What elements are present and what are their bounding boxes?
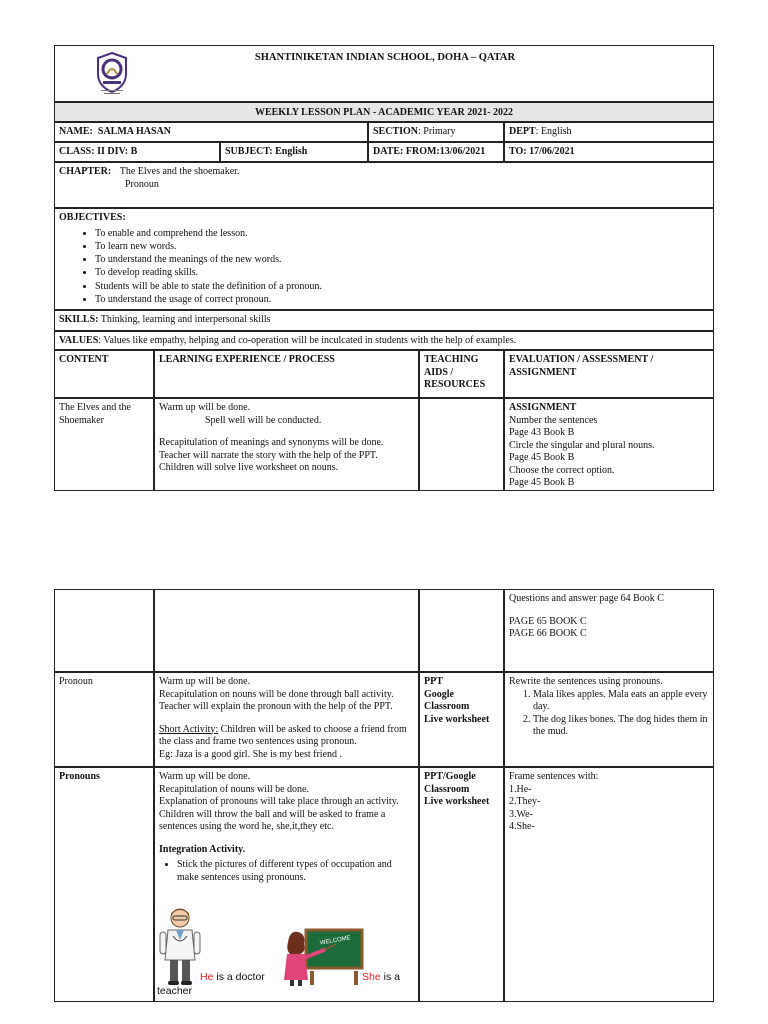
p2-row1-aids (419, 589, 504, 672)
p2-row1-evaluation (504, 589, 714, 672)
values-text: : Values like empathy, helping and co-operation will be inculcated in students with the help of examples. (98, 335, 517, 346)
row1-content: The Elves and the Shoemaker (54, 398, 154, 491)
row1-recap: Recapitulation of meanings and synonyms will be done. (159, 437, 384, 448)
date-cell: DATE: FROM:13/06/2021 (368, 142, 504, 162)
integration-item: • Stick the pictures of different types of occupation and make sentences using pronouns. (177, 858, 414, 885)
p2-row2-content: Pronoun (54, 672, 154, 767)
caption-isa: is a (380, 971, 400, 983)
short-activity-text: Children will be asked to choose a friend from the class and frame two sentences using pronoun. (159, 723, 407, 747)
p2-row2-line: Recapitulation on nouns will be done through ball activity. (159, 688, 394, 700)
objective-item: • To understand the meanings of the new words. (95, 253, 709, 266)
row1-eval-line: Page 43 Book B (509, 427, 575, 438)
row1-eval-line: Choose the correct option. (509, 464, 615, 476)
row1-evaluation (504, 398, 714, 491)
objective-item: • To learn new words. (95, 240, 709, 253)
dept-cell (504, 122, 714, 142)
school-logo (95, 52, 129, 96)
row1-eval-line: Circle the singular and plural nouns. (509, 439, 655, 451)
col-header-learning: LEARNING EXPERIENCE / PROCESS (154, 350, 419, 398)
p2-row2-line: Warm up will be done. (159, 676, 251, 687)
p2-short-activity (159, 724, 414, 749)
school-name: SHANTINIKETAN INDIAN SCHOOL, DOHA – QATAR (254, 52, 516, 63)
aid-item: PPT/Google Classroom (424, 771, 476, 795)
subject-cell: SUBJECT: English (220, 142, 368, 162)
eval-item: 4.She- (509, 821, 535, 832)
doctor-caption (200, 971, 290, 984)
aid-item: PPT (424, 676, 443, 687)
row1-aids (419, 398, 504, 491)
row1-assignment-label: ASSIGNMENT (509, 402, 577, 413)
class-cell: CLASS: II DIV: B (54, 142, 220, 162)
eval-list-item: 1. Mala likes apples. Mala eats an apple every day. (533, 689, 709, 714)
p2-row3-line: Warm up will be done. (159, 771, 251, 782)
section-label: SECTION (373, 126, 419, 137)
eval-item: 3.We- (509, 808, 533, 820)
p2-row3-eval-intro: Frame sentences with: (509, 771, 599, 782)
p2-example: Eg: Jaza is a good girl. She is my best friend . (159, 748, 343, 760)
col-header-aids: TEACHING AIDS / RESOURCES (419, 350, 504, 398)
objectives-cell (54, 208, 714, 310)
aid-item: Live worksheet (424, 796, 490, 807)
chapter-label: CHAPTER: (59, 166, 112, 177)
caption-she: She (362, 971, 381, 983)
col-header-evaluation: EVALUATION / ASSESSMENT / ASSIGNMENT (504, 350, 714, 398)
dept-label: DEPT (509, 126, 536, 137)
objectives-label: OBJECTIVES: (59, 212, 126, 223)
teacher-caption-word: teacher (157, 985, 193, 997)
objective-item: • To understand the usage of correct pronoun. (95, 293, 709, 306)
short-activity-label: Short Activity: (159, 723, 219, 735)
plan-title: WEEKLY LESSON PLAN - ACADEMIC YEAR 2021- 2022 (54, 102, 714, 122)
eval-item: 1.He- (509, 783, 532, 795)
p2-row2-evaluation (504, 672, 714, 767)
p2-row2-aids (419, 672, 504, 767)
chapter-line-1: The Elves and the shoemaker. (119, 166, 240, 177)
caption-doctor: is a doctor (213, 971, 265, 983)
p2-row1-content (54, 589, 154, 672)
skills-label: SKILLS: (59, 314, 99, 325)
row1-eval-line: Number the sentences (509, 414, 598, 426)
values-label: VALUES (59, 335, 99, 346)
teacher-caption (362, 971, 418, 984)
chapter-cell (54, 162, 714, 208)
name-cell (54, 122, 368, 142)
school-header (54, 45, 714, 102)
skills-text: Thinking, learning and interpersonal skills (100, 314, 271, 325)
doctor-illustration (158, 906, 202, 986)
integration-label: Integration Activity. (159, 843, 246, 855)
objective-item: • Students will be able to state the definition of a pronoun. (95, 280, 709, 293)
p2-eval-line: PAGE 66 BOOK C (509, 628, 587, 639)
p2-row3-line: Children will throw the ball and will be asked to frame a sentences using the word he, she,it,they etc. (159, 808, 386, 832)
col-header-content: CONTENT (54, 350, 154, 398)
eval-list-item: 2. The dog likes bones. The dog hides them in the mud. (533, 714, 709, 739)
row1-narrate: Teacher will narrate the story with the help of the PPT. (159, 449, 378, 461)
board-welcome-text: WELCOME (319, 935, 352, 947)
p2-row3-line: Explanation of pronouns will take place through an activity. (159, 796, 399, 807)
integration-list (159, 858, 414, 885)
row1-warmup: Warm up will be done. (159, 402, 251, 413)
row1-eval-line: Page 45 Book B (509, 452, 575, 463)
aid-item: Google Classroom (424, 688, 470, 712)
section-cell (368, 122, 504, 142)
objective-item: • To develop reading skills. (95, 266, 709, 279)
skills-cell (54, 310, 714, 331)
to-date-cell: TO: 17/06/2021 (504, 142, 714, 162)
p2-row3-line: Recapitulation of nouns will be done. (159, 783, 309, 795)
p2-row3-content: Pronouns (54, 767, 154, 1002)
row1-learning (154, 398, 419, 491)
section-value: : Primary (418, 126, 456, 137)
values-cell (54, 331, 714, 350)
objectives-list (59, 227, 709, 307)
name-value: SALMA HASAN (97, 126, 171, 137)
p2-row1-learning (154, 589, 419, 672)
p2-eval-line: Questions and answer page 64 Book C (509, 593, 664, 604)
row1-spell: Spell well will be conducted. (205, 414, 322, 426)
p2-row2-line: Teacher will explain the pronoun with the help of the PPT. (159, 701, 393, 712)
caption-he: He (200, 971, 214, 983)
row1-eval-line: Page 45 Book B (509, 477, 575, 488)
objective-item: • To enable and comprehend the lesson. (95, 227, 709, 240)
dept-value: : English (535, 126, 572, 137)
p2-row3-aids (419, 767, 504, 1002)
p2-row3-evaluation (504, 767, 714, 1002)
p2-row2-learning (154, 672, 419, 767)
teacher-illustration (284, 928, 364, 986)
p2-row2-eval-intro: Rewrite the sentences using pronouns. (509, 676, 663, 687)
row1-worksheet: Children will solve live worksheet on nouns. (159, 462, 339, 473)
name-label: NAME: (59, 126, 93, 137)
p2-row2-eval-list (509, 689, 709, 739)
p2-eval-line: PAGE 65 BOOK C (509, 615, 587, 627)
eval-item: 2.They- (509, 796, 541, 807)
chapter-line-2: Pronoun (125, 178, 159, 190)
aid-item: Live worksheet (424, 713, 490, 725)
